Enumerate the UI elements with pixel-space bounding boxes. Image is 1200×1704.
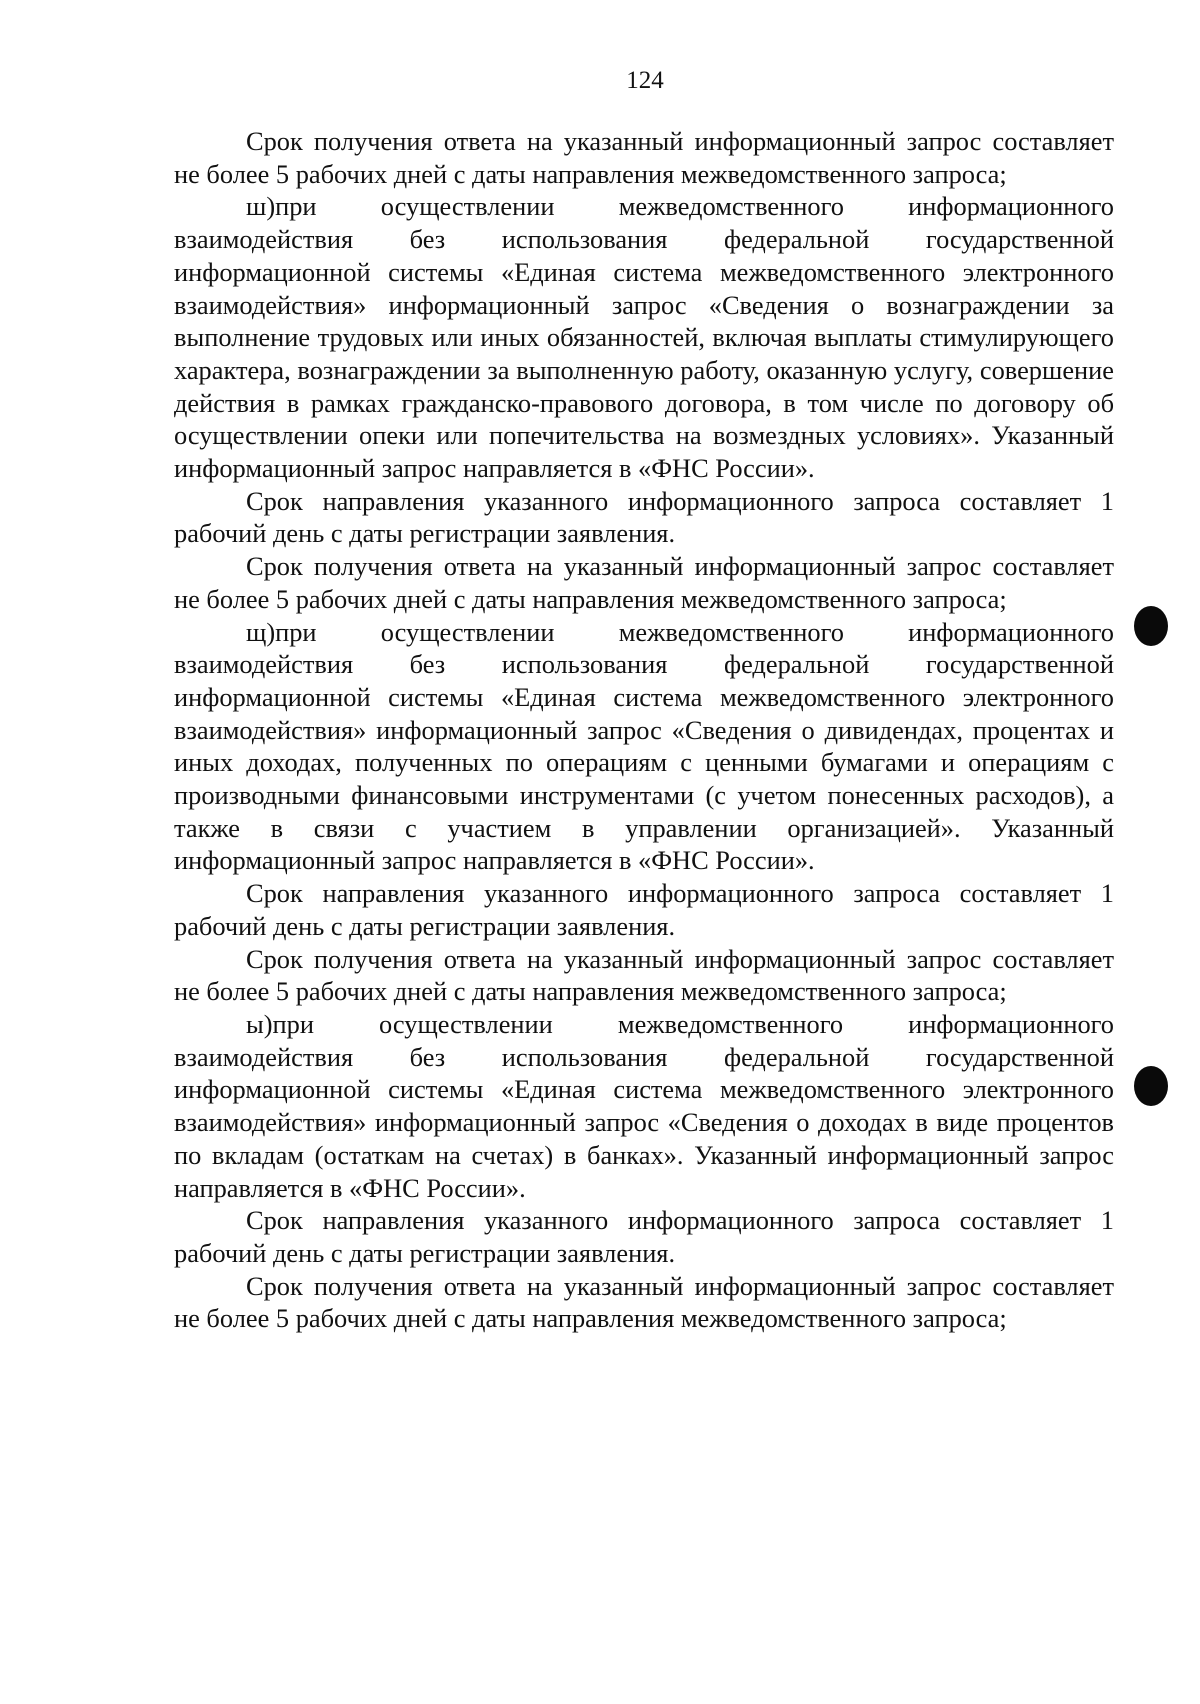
paragraph-item-y: ы)при осуществлении межведомственного информационного взаимодействия без использования федеральной государственной информационной системы «Единая система межведомственного электронного взаимодействия» информационный запрос «Сведения о доходах в виде процентов по вкладам (остаткам на счетах) в банках». Указанный информационный запрос направляется в «ФНС России».	[174, 1008, 1114, 1203]
paragraph-send-deadline: Срок направления указанного информационного запроса составляет 1 рабочий день с даты регистрации заявления.	[174, 878, 1114, 941]
paragraph-send-deadline: Срок направления указанного информационного запроса составляет 1 рабочий день с даты регистрации заявления.	[174, 485, 1114, 549]
paragraph-item-shcha: щ)при осуществлении межведомственного информационного взаимодействия без использования федеральной государственной информационной системы «Единая система межведомственного электронного взаимодействия» информационный запрос «Сведения о дивидендах, процентах и иных доходах, полученных по операциям с ценными бумагами и операциям с производными финансовыми инструментами (с учетом понесенных расходов), а также в связи с участием в управлении организацией». Указанный информационный запрос направляется в «ФНС России».	[174, 616, 1114, 876]
punch-hole-mark	[1134, 1066, 1168, 1106]
paragraph-response-deadline: Срок получения ответа на указанный информационный запрос составляет не более 5 рабочих дней с даты направления межведомственного запроса;	[174, 1270, 1114, 1334]
paragraph-response-deadline: Срок получения ответа на указанный информационный запрос составляет не более 5 рабочих дней с даты направления межведомственного запроса;	[174, 126, 1114, 189]
document-body	[174, 125, 1114, 1335]
paragraph-response-deadline: Срок получения ответа на указанный информационный запрос составляет не более 5 рабочих дней с даты направления межведомственного запроса;	[174, 943, 1114, 1007]
paragraph-response-deadline: Срок получения ответа на указанный информационный запрос составляет не более 5 рабочих дней с даты направления межведомственного запроса;	[174, 551, 1114, 614]
paragraph-send-deadline: Срок направления указанного информационного запроса составляет 1 рабочий день с даты регистрации заявления.	[174, 1205, 1114, 1268]
punch-hole-mark	[1134, 606, 1168, 646]
page-number: 124	[626, 67, 664, 94]
paragraph-item-sha: ш)при осуществлении межведомственного информационного взаимодействия без использования федеральной государственной информационной системы «Единая система межведомственного электронного взаимодействия» информационный запрос «Сведения о вознаграждении за выполнение трудовых или иных обязанностей, включая выплаты стимулирующего характера, вознаграждении за выполненную работу, оказанную услугу, совершение действия в рамках гражданско-правового договора, в том числе по договору об осуществлении опеки или попечительства на возмездных условиях». Указанный информационный запрос направляется в «ФНС России».	[174, 191, 1114, 484]
